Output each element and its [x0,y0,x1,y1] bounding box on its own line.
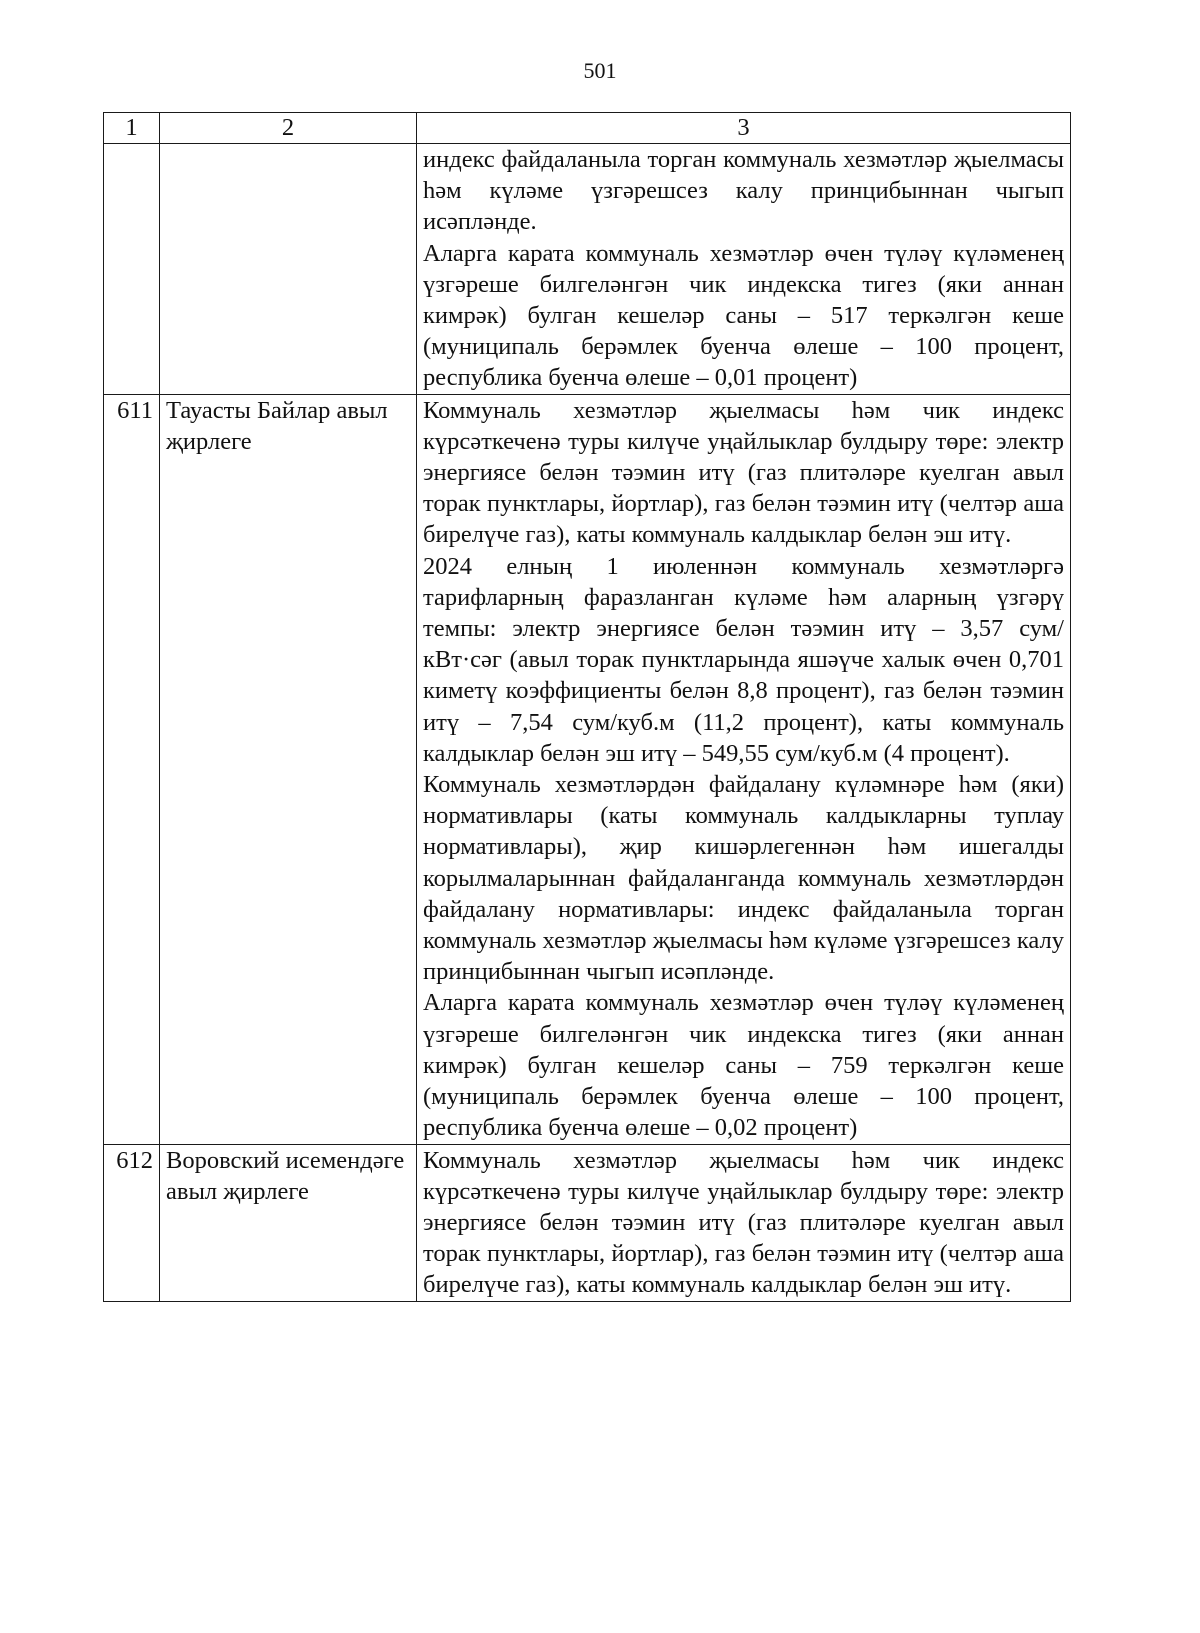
row-content [417,394,1071,1144]
table-row [104,394,1071,1144]
data-table [103,112,1071,1302]
column-header-2: 2 [160,113,417,144]
column-header-1: 1 [104,113,160,144]
column-header-3: 3 [417,113,1071,144]
settlement-name [160,144,417,395]
content-paragraph: индекс файдаланыла торган коммуналь хезмәтләр җыелмасы һәм күләме үзгәрешсез калу принцибыннан чыгып исәпләнде. [423,146,1064,236]
content-paragraph: Коммуналь хезмәтләрдән файдалану күләмнәре һәм (яки) нормативлары (каты коммуналь калдыкларны туплау нормативлары), җир кишәрлегеннән һәм ишегалды корылмаларыннан файдаланганда коммуналь хезмәтләрдән файдалану нормативлары: индекс файдаланыла торган коммуналь хезмәтләр җыелмасы һәм күләме үзгәрешсез калу принцибыннан чыгып исәпләнде. [423,771,1064,986]
table-row [104,1144,1071,1301]
content-paragraph: Аларга карата коммуналь хезмәтләр өчен түләү күләменең үзгәреше билгеләнгән чик индекска тигез (яки аннан кимрәк) булган кешеләр саны – 517 теркәлгән кеше (муниципаль берәмлек буенча өлеше – 100 процент, республика буенча өлеше – 0,01 процент) [423,239,1064,392]
row-number [104,144,160,395]
settlement-name: Воровский исемендәге авыл җирлеге [160,1144,417,1301]
row-number: 611 [104,394,160,1144]
row-content [417,144,1071,395]
content-paragraph: 2024 елның 1 июленнән коммуналь хезмәтләргә тарифларның фаразланган күләме һәм аларның үзгәрү темпы: электр энергиясе белән тәэмин итү – 3,57 сум/кВт·сәг (авыл торак пунктларында яшәүче халык өчен 0,701 киметү коэффициенты белән 8,8 процент), газ белән тәэмин итү – 7,54 сум/куб.м (11,2 процент), каты коммуналь калдыклар белән эш итү – 549,55 сум/куб.м (4 процент). [423,552,1064,767]
content-paragraph: Аларга карата коммуналь хезмәтләр өчен түләү күләменең үзгәреше билгеләнгән чик индекска тигез (яки аннан кимрәк) булган кешеләр саны – 759 теркәлгән кеше (муниципаль берәмлек буенча өлеше – 100 процент, республика буенча өлеше – 0,02 процент) [423,989,1064,1142]
table-row [104,144,1071,395]
content-paragraph: Коммуналь хезмәтләр җыелмасы һәм чик индекс күрсәткеченә туры килүче уңайлыклар булдыру төре: электр энергиясе белән тәэмин итү (газ плитәләре куелган авыл торак пунктлары, йортлар), газ белән тәэмин итү (челтәр аша бирелүче газ), каты коммуналь калдыклар белән эш итү. [423,396,1064,549]
page-number: 501 [583,58,617,83]
table-header-row [104,113,1071,144]
content-paragraph: Коммуналь хезмәтләр җыелмасы һәм чик индекс күрсәткеченә туры килүче уңайлыклар булдыру төре: электр энергиясе белән тәэмин итү (газ плитәләре куелган авыл торак пунктлары, йортлар), газ белән тәэмин итү (челтәр аша бирелүче газ), каты коммуналь калдыклар белән эш итү. [423,1146,1064,1299]
row-content [417,1144,1071,1301]
settlement-name: Тауасты Байлар авыл җирлеге [160,394,417,1144]
row-number: 612 [104,1144,160,1301]
